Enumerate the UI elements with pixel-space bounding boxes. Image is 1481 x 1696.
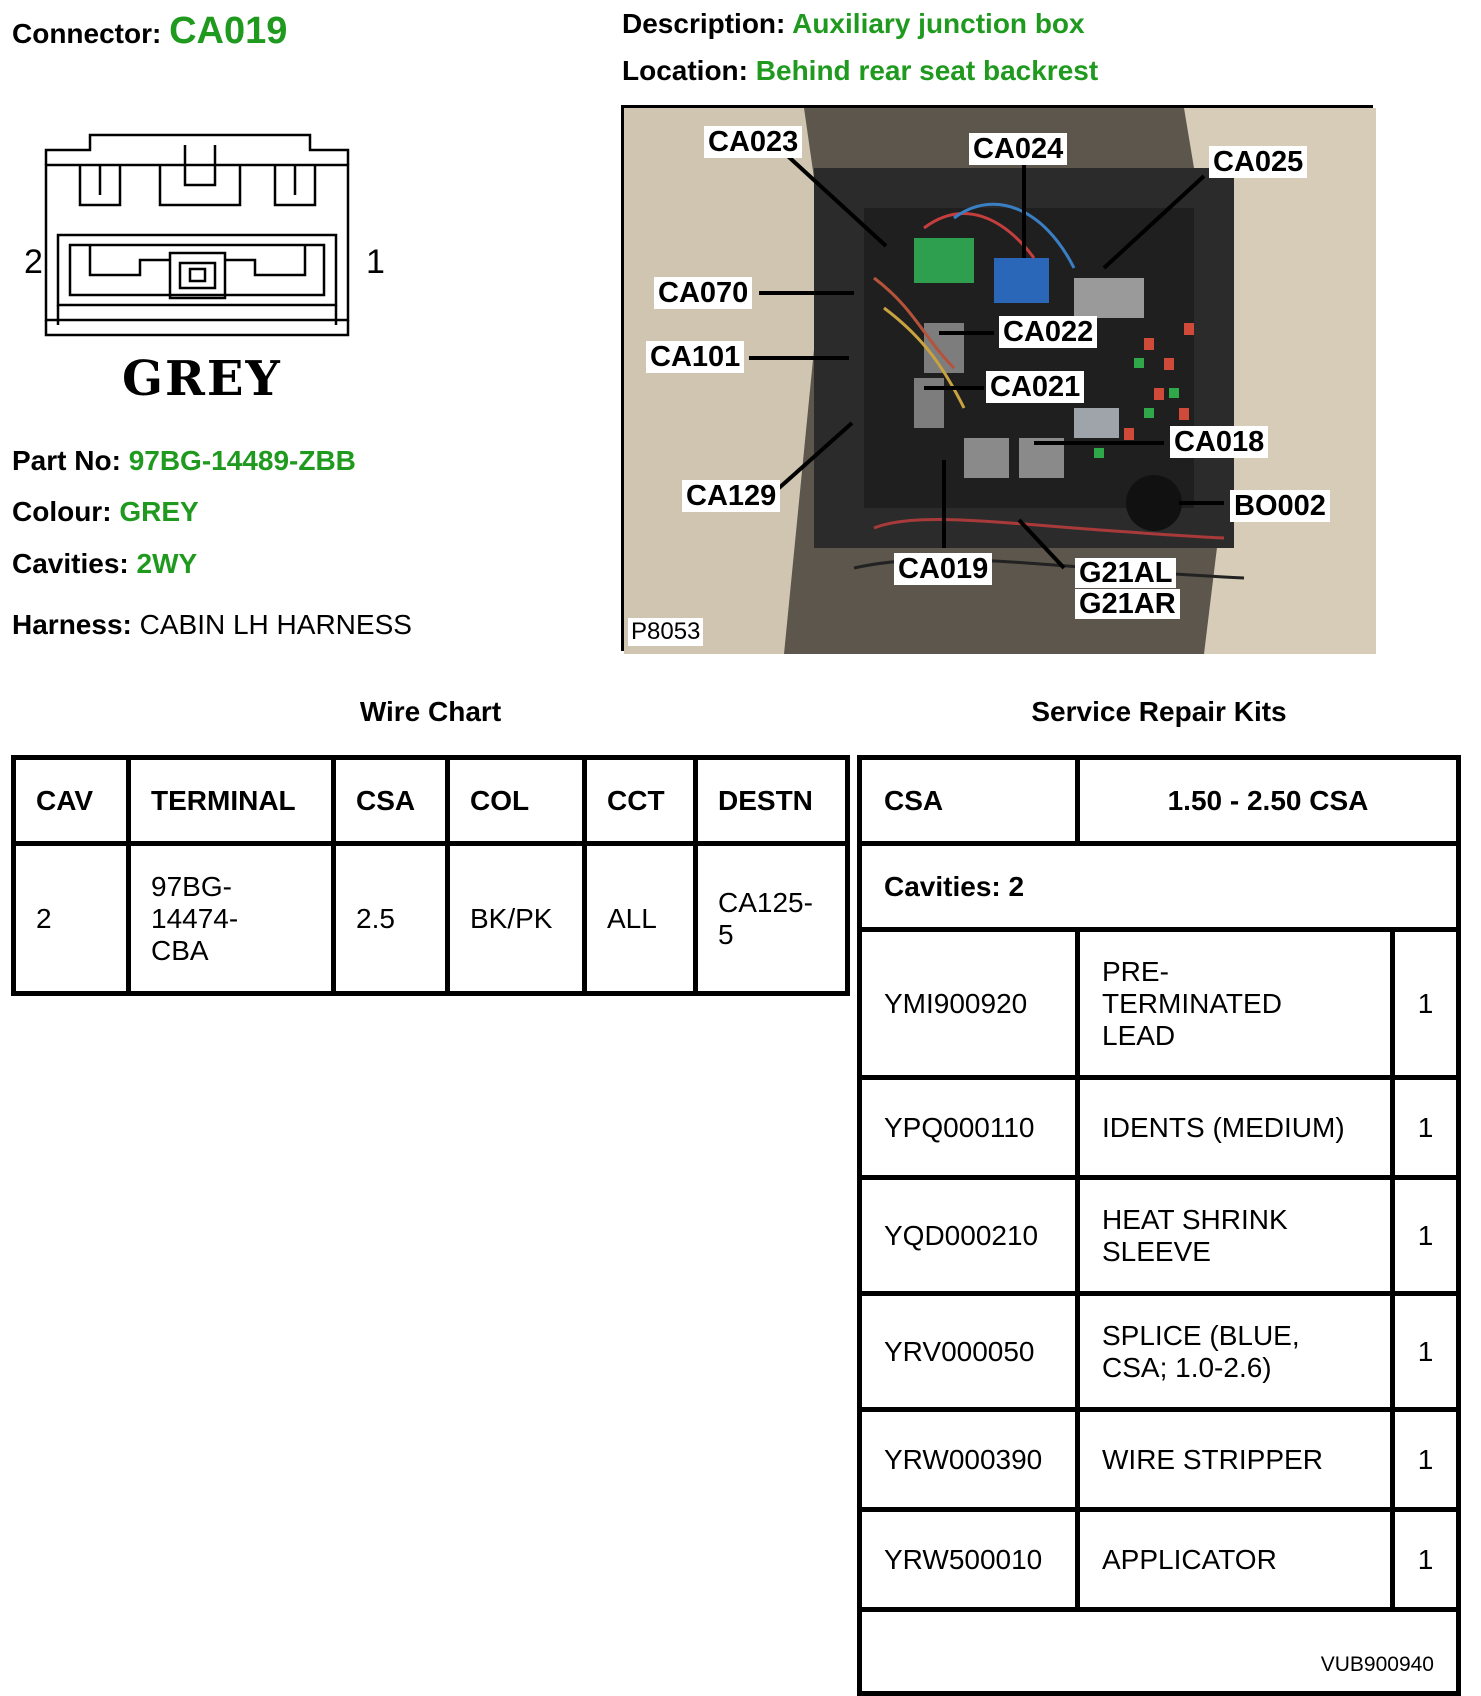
part-label: Part No: — [12, 445, 121, 476]
callout-ca018: CA018 — [1170, 426, 1268, 458]
kit-desc: SPLICE (BLUE, CSA; 1.0-2.6) — [1078, 1294, 1393, 1410]
kit-part: YRW500010 — [860, 1510, 1078, 1610]
colour-label: Colour: — [12, 496, 112, 527]
location-photo — [621, 105, 1373, 651]
callout-ca021: CA021 — [986, 371, 1084, 403]
kits-csa-row — [860, 758, 1459, 844]
list-item — [860, 1294, 1459, 1410]
location-value: Behind rear seat backrest — [755, 55, 1099, 86]
kits-footer-row — [860, 1610, 1459, 1694]
kits-footer-ref: VUB900940 — [860, 1610, 1459, 1694]
kit-part: YRV000050 — [860, 1294, 1078, 1410]
harness-value: CABIN LH HARNESS — [139, 609, 412, 640]
connector-face-diagram — [10, 125, 410, 415]
harness-label: Harness: — [12, 609, 132, 640]
kits-csa-value: 1.50 - 2.50 CSA — [1078, 758, 1459, 844]
list-item — [860, 1178, 1459, 1294]
kit-qty: 1 — [1393, 1510, 1459, 1610]
location-line — [622, 55, 1098, 87]
list-item — [860, 1410, 1459, 1510]
connector-id: CA019 — [169, 10, 288, 52]
callout-g21al: G21AL — [1075, 558, 1176, 588]
kit-desc: PRE- TERMINATED LEAD — [1078, 930, 1393, 1078]
col-header-destn: DESTN — [696, 758, 848, 844]
col-header-col: COL — [448, 758, 585, 844]
cavities-label: Cavities: — [12, 548, 129, 579]
pin-label-2: 2 — [24, 243, 43, 281]
col-header-cct: CCT — [585, 758, 696, 844]
kits-csa-label: CSA — [860, 758, 1078, 844]
callout-ca022: CA022 — [999, 316, 1097, 348]
wire-chart-header-row — [14, 758, 848, 844]
cell-terminal: 97BG- 14474- CBA — [129, 844, 334, 994]
callout-ca023: CA023 — [704, 126, 802, 158]
description-label: Description: — [622, 8, 786, 39]
pin-label-1: 1 — [366, 243, 385, 281]
colour-line — [12, 496, 199, 528]
description-value: Auxiliary junction box — [792, 8, 1085, 39]
callout-ca101: CA101 — [646, 341, 744, 373]
colour-value: GREY — [119, 496, 199, 527]
list-item — [860, 1078, 1459, 1178]
callout-ca019: CA019 — [894, 553, 992, 585]
kit-desc: APPLICATOR — [1078, 1510, 1393, 1610]
callout-ca025: CA025 — [1209, 146, 1307, 178]
wire-chart-title: Wire Chart — [359, 696, 502, 727]
repair-kits-title: Service Repair Kits — [1031, 696, 1287, 727]
kit-qty: 1 — [1393, 1410, 1459, 1510]
callout-bo002: BO002 — [1230, 490, 1330, 522]
callout-ca129: CA129 — [682, 480, 780, 512]
list-item — [860, 1510, 1459, 1610]
connector-label: Connector: — [12, 18, 162, 49]
cavities-line — [12, 548, 197, 580]
wire-chart-table — [11, 755, 850, 996]
kit-desc: IDENTS (MEDIUM) — [1078, 1078, 1393, 1178]
kit-part: YQD000210 — [860, 1178, 1078, 1294]
callout-ca024: CA024 — [969, 133, 1067, 165]
cell-cav: 2 — [14, 844, 129, 994]
repair-kits-table — [857, 755, 1461, 1696]
kits-cavities: Cavities: 2 — [860, 844, 1459, 930]
kits-cavities-row — [860, 844, 1459, 930]
kit-qty: 1 — [1393, 1078, 1459, 1178]
kit-qty: 1 — [1393, 1178, 1459, 1294]
cell-destn: CA125- 5 — [696, 844, 848, 994]
col-header-csa: CSA — [334, 758, 448, 844]
connector-heading — [12, 10, 287, 53]
description-line — [622, 8, 1085, 40]
callout-g21ar: G21AR — [1075, 589, 1180, 619]
kit-part: YRW000390 — [860, 1410, 1078, 1510]
photo-reference: P8053 — [628, 618, 703, 646]
cell-csa: 2.5 — [334, 844, 448, 994]
cavities-value: 2WY — [136, 548, 198, 579]
kit-qty: 1 — [1393, 930, 1459, 1078]
cell-cct: ALL — [585, 844, 696, 994]
col-header-cav: CAV — [14, 758, 129, 844]
part-value: 97BG-14489-ZBB — [128, 445, 356, 476]
cell-col: BK/PK — [448, 844, 585, 994]
callout-ca070: CA070 — [654, 277, 752, 309]
diagram-colour-label: GREY — [122, 351, 282, 407]
kit-part: YPQ000110 — [860, 1078, 1078, 1178]
location-label: Location: — [622, 55, 748, 86]
table-row — [14, 844, 848, 994]
kit-qty: 1 — [1393, 1294, 1459, 1410]
part-number-line — [12, 445, 356, 477]
kit-part: YMI900920 — [860, 930, 1078, 1078]
harness-line — [12, 609, 412, 641]
kit-desc: HEAT SHRINK SLEEVE — [1078, 1178, 1393, 1294]
col-header-terminal: TERMINAL — [129, 758, 334, 844]
list-item — [860, 930, 1459, 1078]
kit-desc: WIRE STRIPPER — [1078, 1410, 1393, 1510]
